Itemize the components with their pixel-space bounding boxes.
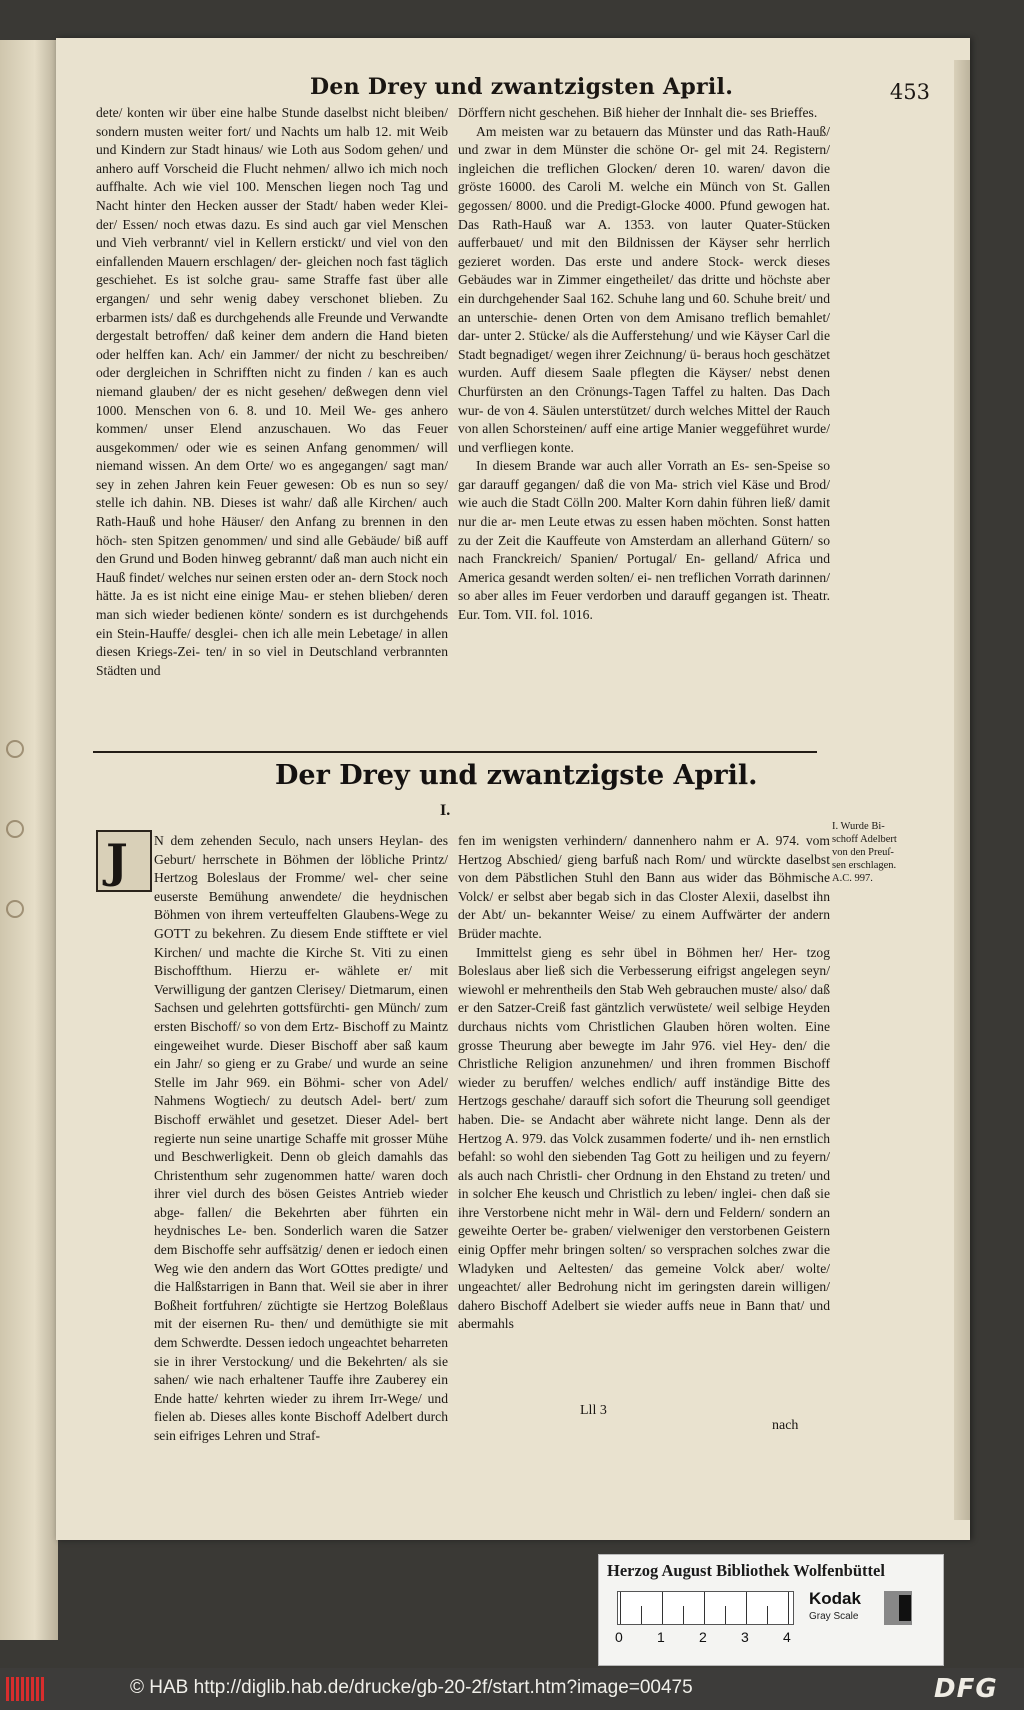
library-name: Herzog August Bibliothek Wolfenbüttel [607, 1561, 885, 1580]
ruler-tick [767, 1606, 768, 1624]
catchword: nach [772, 1418, 799, 1433]
scale-label: 4 [783, 1629, 791, 1645]
ruler-tick [620, 1592, 621, 1624]
paragraph: dete/ konten wir über eine halbe Stunde daselbst nicht bleiben/ sondern musten weiter fort/ und Nachts um halb 12. mit Weib und Kindern zur Stadt hinaus/ wie Loth aus Sodom gehen/ und anhero auff Vorscheid die Flucht nehmen/ allwo ich mich noch auffhalte. Ach wie viel 100. Menschen liegen noch Tag und Nacht hinter den Hecken ausser der Stadt/ haben weder Klei- der/ Essen/ noch etwas dazu. Es sind auch gar viel Menschen und Vieh verbrannt/ viel in Kellern erstickt/ und viel von den einfallenden Mauern erschlagen/ der- gleichen noch fast täglich geschiehet. Es ist solche grau- same Straffe fast über alle ergangen/ und sehr wenig dabey verschonet blieben. Zu erbarmen ists/ daß es durchgehends alle Freunde und Verwandte dergestalt betroffen/ daß keiner dem andern die Hand bieten oder helffen kan. Ach/ ein Jammer/ der nicht zu beschreiben/ oder dergleichen in Schrifften nicht zu finden / kan es auch niemand glauben/ der es nicht gesehen/ deßwegen denn viel 1000. Menschen von 6. 8. und 10. Meil We- ges anhero kommen/ unser Elend anzuschauen. Wo das Feuer ausgekommen/ oder wie es seinen Anfang genommen/ will niemand wissen. An dem Orte/ wo es angegangen/ sagt man/ sey in zehen Jahren kein Feuer gewesen: Ob es nun so sey/ stelle ich dahin. NB. Dieses ist wahr/ daß alle Kirchen/ auch Rath-Hauß und hohe Häuser/ den Anfang zu brennen in den höch- sten Spitzen genommen/ und sind alle Gebäude/ biß auff den Grund und Boden hinweg gebrannt/ daß man auch nicht ein Hauß findet/ welches nur seinen ersten oder an- dern Stock noch hätte. Ja es ist nicht eine einige Mau- er stehen blieben/ deren man sich wieder bedienen könte/ sondern es ist durchgehends ein Stein-Hauffe/ desglei- chen ich alle mein Lebetage/ in allen diesen Kriegs-Zei- ten/ in so viel in Deutschland verbrannten Städten und [96, 105, 448, 678]
page-edge [954, 60, 970, 1520]
running-head [230, 52, 930, 102]
margin-note: I. Wurde Bi- schoff Adelbert von den Preuſ- sen erschlagen. A.C. 997. [832, 821, 897, 884]
grayscale-label: Gray Scale [809, 1611, 859, 1622]
running-head-title: Den Drey und zwantzigsten April. [310, 74, 734, 100]
ruler-tick [662, 1592, 663, 1624]
facing-page-edge [0, 40, 58, 1640]
paragraph: In diesem Brande war auch aller Vorrath an Es- sen-Speise so gar darauff gegangen/ daß die von Ma- strich viel Käse und Brod/ wie auch die Stadt Cölln 200. Malter Korn dahin führen ließ/ damit nur die ar- men Leute etwas zu essen haben möchten. Sonst hatten zu der Zeit die Kauffeute von Amsterdam an allerhand Gütern/ so nach Franckreich/ Spanien/ Portugal/ En- gelland/ Africa und America gesandt werden solten/ ei- nen treflichen Vorrath darinnen/ so aber alles im Feuer verdorben und darauff gegangen ist. Theatr. Eur. Tom. VII. fol. 1016. [458, 458, 830, 623]
paragraph: Am meisten war zu betauern das Münster und das Rath-Hauß/ und zwar in dem Münster die schöne Or- gel mit 24. Registern/ ingleichen die treflichen Glocken/ deren 10. waren/ davon die gröste 16000. des Caroli M. welche ein Münch von St. Gallen gegossen/ 8000. und die Predigt-Glocke 4000. Pfund gewogen hat. Das Rath-Hauß war A. 1353. von lauter Quater-Stücken aufferbauet/ und mit den Bildnissen der Käyser sehr herrlich gezieret worden. Das erste und andere Stock- werck dieses Gebäudes war in Zimmer eingetheilet/ das dritte und höchste aber ein durchgehender Saal 162. Schuhe lang und 60. Schuhe breit/ und an unterschie- denen Orten von dem Amisano treflich bemahlet/ dar- unter 2. Stücke/ als die Aufferstehung/ und wie Käyser Carl die Stadt begnadiget/ wegen ihrer Zeichnung/ ü- beraus hoch geschätzet wurden. Auff diesem Saale pflegten die Käyser/ nebst denen Churfürsten an den Crönungs-Tagen Taffel zu halten. Das Dach wur- de von 4. Säulen unterstützet/ durch welches Mittel der Rauch von allen Schorsteinen/ auff eine artige Manier weggeführet wurde/ und verfliegen konte. [458, 123, 830, 455]
signature-mark: Lll 3 [580, 1403, 607, 1418]
ruler-tick [788, 1592, 789, 1624]
ruler-tick [641, 1606, 642, 1624]
ruler-tick [725, 1606, 726, 1624]
source-link[interactable]: © HAB http://diglib.hab.de/drucke/gb-20-2f/start.htm?image=00475 [130, 1677, 693, 1698]
scale-label: 0 [615, 1629, 623, 1645]
text-column-bottom-left [96, 832, 448, 1446]
text-column-top-right [458, 104, 830, 625]
barcode-icon [6, 1677, 46, 1701]
scale-label: 3 [741, 1629, 749, 1645]
scale-label: 1 [657, 1629, 665, 1645]
footer-bar [0, 1668, 1024, 1710]
section-headline: Der Drey und zwantzigste April. [275, 760, 758, 791]
paragraph: fen im wenigsten verhindern/ dannenhero nahm er A. 974. vom Hertzog Abschied/ gieng barfuß nach Rom/ und würckte daselbst von dem Päbstlichen Stuhl den Bann aus wider das Böhmische Volck/ er selbst aber begab sich in das Closter Alexii, daselbst ihn der Abt/ un- bekannter Weise/ zu einem Auffwärter der andern Brüder machte. [458, 833, 830, 941]
section-number: I. [440, 802, 451, 819]
paragraph: Dörffern nicht geschehen. Biß hieher der Innhalt die- ses Brieffes. [458, 105, 818, 120]
dfg-logo: DFG [934, 1674, 998, 1704]
ruler-tick [746, 1592, 747, 1624]
page-number: 453 [889, 80, 930, 104]
ornament-icon [6, 740, 24, 758]
paragraph: Immittelst gieng es sehr übel in Böhmen her/ Her- tzog Boleslaus aber ließ sich die Verbesserung eifrigst angelegen seyn/ wiewohl er mehrentheils den Stab Weh gebrauchen muste/ also/ daß er den Satzer-Creiß fast gäntzlich verwüstete/ weil selbige Heyden durchaus nichts vom Christlichen Glauben hören wolten. Eine grosse Theurung aber bewegte im Jahr 976. viel Hey- den/ die Christliche Religion anzunehmen/ und ihren frommen Bischoff wieder zu beruffen/ welches endlich/ auff inständige Bitte des Hertzogs geschahe/ darauff sich sofort die Theurung soll geendiget haben. Die- se Andacht aber währete nicht lange. Denn als der Hertzog A. 979. das Volck zusammen foderte/ und ih- nen ernstlich befahl: so wohl den siebenden Tag Gott zu heiligen und zu feyern/ als auch nach Christli- cher Ordnung in den Ehstand zu treten/ und in solcher Ehe keusch und Christlich zu leben/ inglei- chen daß sie ihre Verstorbene nicht mehr in Wäl- dern und Feldern/ sondern an geweihte Oerter be- graben/ vielweniger den verstorbenen Geistern einig Opffer mehr bringen solten/ so versprachen solches zwar die Wladyken und Aeltesten/ das gemeine Volck aber/ wolte/ ungeachtet/ aller Bedrohung nicht im geringsten darein willigen/ dahero Bischoff Adelbert sie wieder auffs neue in Bann that/ und abermahls [458, 944, 830, 1332]
initial-letter: J [106, 834, 128, 888]
section-divider [93, 751, 817, 753]
text-column-top-left [96, 104, 448, 680]
ornament-icon [6, 820, 24, 838]
paragraph: N dem zehenden Seculo, nach unsers Heylan- des Geburt/ herrschete in Böhmen der löbliche Printz/ Hertzog Boleslaus der Fromme/ wel- cher seine euserste Bemühung anwendete/ die heydnischen Böhmen von ihrem verteuffelten Glaubens-Wege zu GOTT zu bekehren. Zu diesem Ende stifftete er viel Kirchen/ und machte die Kirche St. Viti zu einen Bischoffthum. Hierzu er- wählete er/ mit Verwilligung der gantzen Clerisey/ Dietmarum, einen Sachsen und gelehrten gottsfürchti- gen Münch/ zum ersten Bischoff/ so von dem Ertz- Bischoff zu Maintz eingeweihet wurde. Dieser Bischoff aber saß kaum ein Jahr/ so gieng er zu Grabe/ und wurde an seine Stelle im Jahr 969. ein Böhmi- scher von Adel/ Nahmens Wogtiech/ zu deutsch Adel- bert/ zum Bischoff erwählet und gesetzet. Dieser Adel- bert regierte nun seine unartige Schaffe mit grosser Mühe und Beschwerligkeit. Denn ob gleich damahls das Christenthum sehr zugenommen hatte/ waren doch ihrer viel durch des bösen Geistes Antrieb wieder abge- fallen/ die Bekehrten aber führten ein heydnisches Le- ben. Sonderlich waren die Satzer dem Bischoffe sehr auffsätzig/ denen er iedoch einen Weg wie den andern das Wort GOttes predigte/ und die Halßstarrigen in Bann that. Weil sie aber in ihrer Boßheit fortfuhren/ züchtigte sie Hertzog Boleßlaus mit der eisernen Ru- then/ und demüthigte sie mit dem Schwerdte. Dessen iedoch ungeachtet beharreten sie in ihrer Verstockung/ und die Bekehrten/ als sie sahen/ wie nach erhaltener Tauffe ihre Zauberey ein Ende hatte/ kehrten wieder zu ihrem Irr-Wege/ und fielen ab. Dieses alles konte Bischoff Adelbert durch sein eifriges Lehren und Straf- [154, 833, 448, 1443]
text-column-bottom-right [458, 832, 830, 1334]
ornament-icon [6, 900, 24, 918]
scale-label: 2 [699, 1629, 707, 1645]
library-color-target [598, 1554, 944, 1666]
ruler-tick [704, 1592, 705, 1624]
ruler-tick [683, 1606, 684, 1624]
ruler-scale [617, 1591, 794, 1625]
black-swatch [899, 1595, 911, 1621]
kodak-label: Kodak [809, 1589, 861, 1608]
